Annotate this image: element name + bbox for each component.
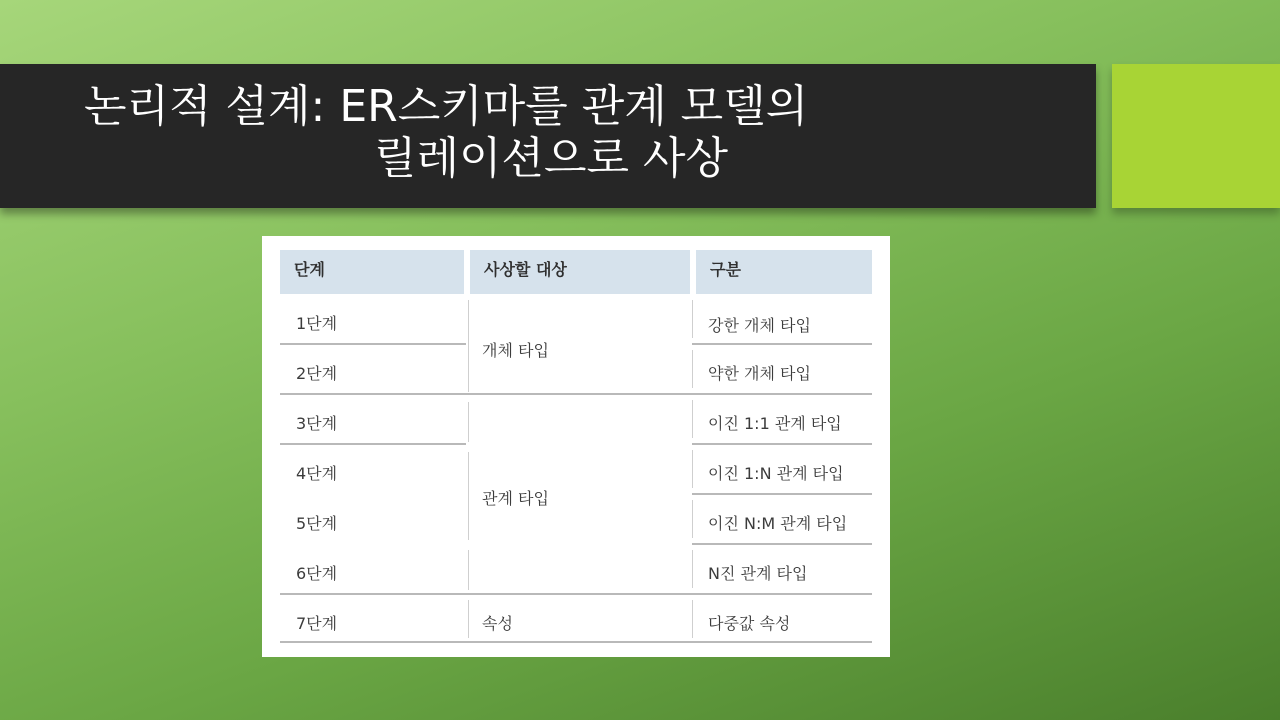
row-divider — [280, 393, 872, 395]
step-cell: 2단계 — [296, 364, 338, 383]
slide-title-line-2: 릴레이션으로 사상 — [374, 133, 729, 184]
step-cell: 7단계 — [296, 614, 338, 633]
row-divider — [280, 593, 872, 595]
column-divider — [692, 400, 693, 438]
step-cell: 4단계 — [296, 464, 338, 483]
column-divider — [692, 350, 693, 388]
step-cell: 1단계 — [296, 314, 338, 333]
step-cell: 6단계 — [296, 564, 338, 583]
category-cell: 이진 1:1 관계 타입 — [708, 414, 842, 433]
mapping-table-image — [262, 236, 890, 657]
column-divider — [692, 600, 693, 638]
column-divider — [692, 300, 693, 338]
category-cell: 강한 개체 타입 — [708, 316, 811, 335]
category-cell: 이진 N:M 관계 타입 — [708, 514, 848, 533]
column-divider — [692, 550, 693, 588]
header-target: 사상할 대상 — [470, 250, 690, 294]
target-cell: 개체 타입 — [482, 341, 549, 360]
column-divider — [468, 550, 469, 590]
row-divider — [280, 443, 466, 445]
slide-title-bar — [0, 64, 1096, 208]
step-cell: 3단계 — [296, 414, 338, 433]
category-cell: N진 관계 타입 — [708, 564, 808, 583]
category-cell: 약한 개체 타입 — [708, 364, 811, 383]
target-cell: 관계 타입 — [482, 489, 549, 508]
column-divider — [692, 500, 693, 538]
row-divider — [692, 493, 872, 495]
column-divider — [692, 450, 693, 488]
target-cell: 속성 — [482, 614, 513, 633]
row-divider — [692, 543, 872, 545]
column-divider — [468, 402, 469, 442]
row-divider — [280, 641, 872, 643]
category-cell: 이진 1:N 관계 타입 — [708, 464, 844, 483]
step-cell: 5단계 — [296, 514, 338, 533]
row-divider — [280, 343, 466, 345]
column-divider — [468, 300, 469, 392]
column-divider — [468, 452, 469, 540]
header-step: 단계 — [280, 250, 464, 294]
category-cell: 다중값 속성 — [708, 614, 791, 633]
column-divider — [468, 600, 469, 638]
header-category: 구분 — [696, 250, 872, 294]
accent-block — [1112, 64, 1280, 208]
row-divider — [692, 343, 872, 345]
slide-title-line-1: 논리적 설계: ER스키마를 관계 모델의 — [84, 81, 809, 132]
row-divider — [692, 443, 872, 445]
